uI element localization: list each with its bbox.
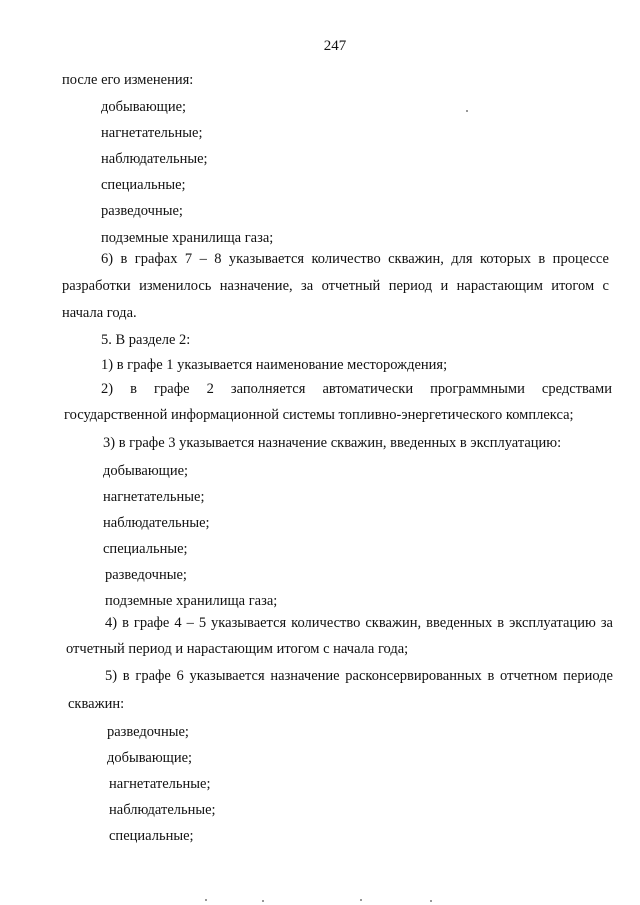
list-item: нагнетательные;	[109, 776, 211, 792]
list-item: разведочные;	[101, 203, 183, 219]
list-item: добывающие;	[103, 463, 189, 479]
list-item: разведочные;	[105, 567, 187, 583]
paragraph-line: начала года.	[62, 305, 137, 321]
scan-speck	[262, 900, 264, 902]
scan-speck	[205, 899, 207, 901]
scan-speck	[466, 110, 468, 112]
page-number: 247	[323, 38, 347, 54]
paragraph-line: 6) в графах 7 – 8 указывается количество скважин, для которых в процессе	[101, 251, 609, 267]
list-item: специальные;	[103, 541, 188, 557]
list-item: специальные;	[101, 177, 186, 193]
list-item: добывающие;	[107, 750, 193, 766]
paragraph-line: разработки изменилось назначение, за отчетный период и нарастающим итогом с	[62, 278, 609, 294]
section-heading: 5. В разделе 2:	[101, 332, 191, 348]
list-item: подземные хранилища газа;	[105, 593, 278, 609]
list-item: наблюдательные;	[103, 515, 210, 531]
paragraph-line: отчетный период и нарастающим итогом с начала года;	[66, 641, 409, 657]
paragraph-line: 5) в графе 6 указывается назначение расконсервированных в отчетном периоде	[105, 668, 613, 684]
paragraph-line: государственной информационной системы топливно-энергетического комплекса;	[64, 407, 574, 423]
paragraph-line: скважин:	[68, 696, 125, 712]
paragraph-line: 4) в графе 4 – 5 указывается количество скважин, введенных в эксплуатацию за	[105, 615, 613, 631]
list-item: наблюдательные;	[101, 151, 208, 167]
list-item: добывающие;	[101, 99, 187, 115]
text-line: после его изменения:	[62, 72, 194, 88]
list-item: нагнетательные;	[103, 489, 205, 505]
list-item: разведочные;	[107, 724, 189, 740]
list-item: специальные;	[109, 828, 194, 844]
paragraph-line: 2) в графе 2 заполняется автоматически программными средствами	[101, 381, 612, 397]
scan-speck	[360, 899, 362, 901]
paragraph-line: 1) в графе 1 указывается наименование месторождения;	[101, 357, 448, 373]
list-item: нагнетательные;	[101, 125, 203, 141]
list-item: подземные хранилища газа;	[101, 230, 274, 246]
list-item: наблюдательные;	[109, 802, 216, 818]
paragraph-line: 3) в графе 3 указывается назначение скважин, введенных в эксплуатацию:	[103, 435, 562, 451]
scan-speck	[430, 900, 432, 902]
